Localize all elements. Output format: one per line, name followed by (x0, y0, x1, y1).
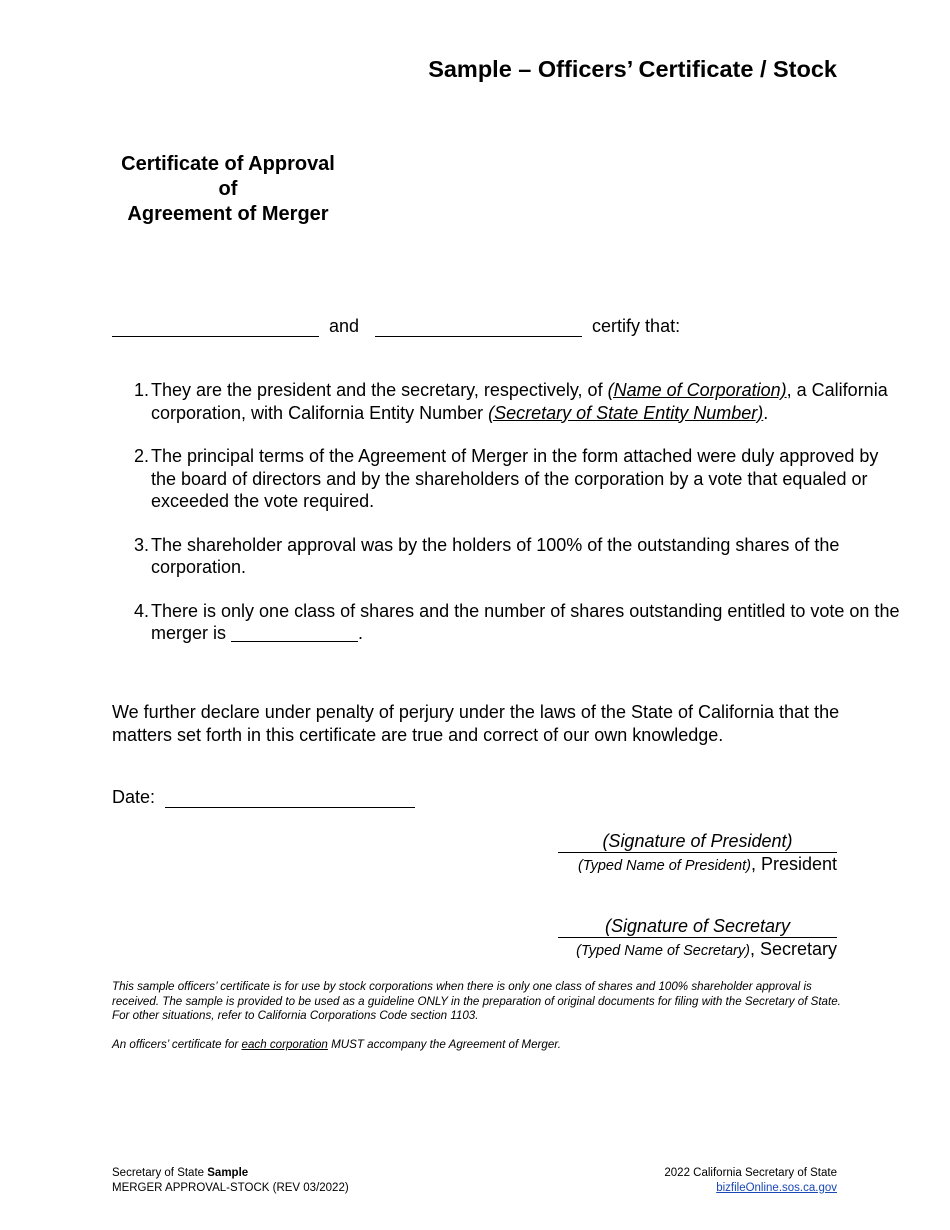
form-code: MERGER APPROVAL-STOCK (REV 03/2022) (112, 1181, 349, 1194)
footer-right (664, 1166, 837, 1195)
copyright: 2022 California Secretary of State (664, 1167, 837, 1179)
item-text: . (763, 402, 769, 423)
certificate-heading-line1: Certificate of Approval (121, 153, 335, 175)
certify-line (112, 316, 680, 337)
president-name-blank[interactable] (112, 316, 319, 337)
shares-outstanding-blank[interactable] (231, 623, 358, 642)
president-title: , President (750, 854, 837, 874)
president-typed-name: (Typed Name of President) (577, 858, 751, 874)
certification-list (112, 379, 902, 666)
item-text: The principal terms of the Agreement of Merger in the form attached were duly approved by the board of directors and by the shareholders of the corporation by a vote that equaled or exceeded the vote required. (151, 446, 879, 511)
footer-sample-label: Sample (207, 1167, 249, 1179)
certificate-heading-line3: Agreement of Merger (127, 203, 329, 225)
list-item (112, 379, 902, 424)
accompany-note (112, 1038, 842, 1053)
footer-agency: Secretary of State (112, 1167, 208, 1179)
secretary-signature-block (558, 915, 837, 962)
list-item (112, 600, 902, 645)
president-signature-line[interactable]: (Signature of President) (558, 830, 837, 853)
name-of-corporation-field: (Name of Corporation) (607, 380, 787, 400)
date-blank[interactable] (165, 787, 415, 808)
perjury-declaration: We further declare under penalty of perjury under the laws of the State of California that the matters set forth in this certificate are true and correct of our own knowledge. (112, 702, 840, 745)
item-number: 2. (134, 446, 150, 466)
list-item (112, 445, 902, 513)
bizfile-link[interactable]: bizfileOnline.sos.ca.gov (716, 1181, 837, 1194)
entity-number-field: (Secretary of State Entity Number) (488, 402, 764, 423)
secretary-title: , Secretary (749, 939, 837, 959)
item-number: 3. (134, 534, 150, 555)
secretary-name-blank[interactable] (375, 316, 582, 337)
list-item (112, 534, 902, 579)
each-corporation-emphasis: each corporation (241, 1038, 328, 1051)
date-label: Date: (112, 787, 156, 807)
president-signature-block (558, 830, 837, 877)
page-title: Sample – Officers’ Certificate / Stock (428, 56, 837, 82)
secretary-typed-name: (Typed Name of Secretary) (576, 943, 750, 959)
item-text: , a California corporation, with California Entity Number (151, 380, 888, 423)
usage-note: This sample officers’ certificate is for use by stock corporations when there is only one class of shares and 100% shareholder approval is received. The sample is provided to be used as a guideline ONLY in the preparation of original documents for filing with the Secretary of State. For other situations, refer to California Corporations Code section 1103. (112, 980, 841, 1022)
item-number: 4. (134, 600, 150, 621)
note-text: An officers’ certificate for (112, 1038, 242, 1051)
date-line (112, 787, 415, 808)
item-number: 1. (134, 380, 150, 400)
item-text: The shareholder approval was by the holders of 100% of the outstanding shares of the corporation. (151, 534, 840, 577)
certificate-heading-line2: of (218, 178, 238, 200)
certify-label: certify that: (592, 316, 681, 336)
certificate-heading (112, 152, 344, 227)
item-text: They are the president and the secretary, respectively, of (151, 380, 608, 400)
item-text: . (358, 623, 364, 643)
and-label: and (329, 316, 360, 336)
note-text: MUST accompany the Agreement of Merger. (327, 1038, 561, 1051)
secretary-signature-line[interactable]: (Signature of Secretary (558, 915, 837, 938)
footer-left (112, 1166, 349, 1195)
item-text: There is only one class of shares and the number of shares outstanding entitled to vote on the merger is (151, 600, 900, 643)
